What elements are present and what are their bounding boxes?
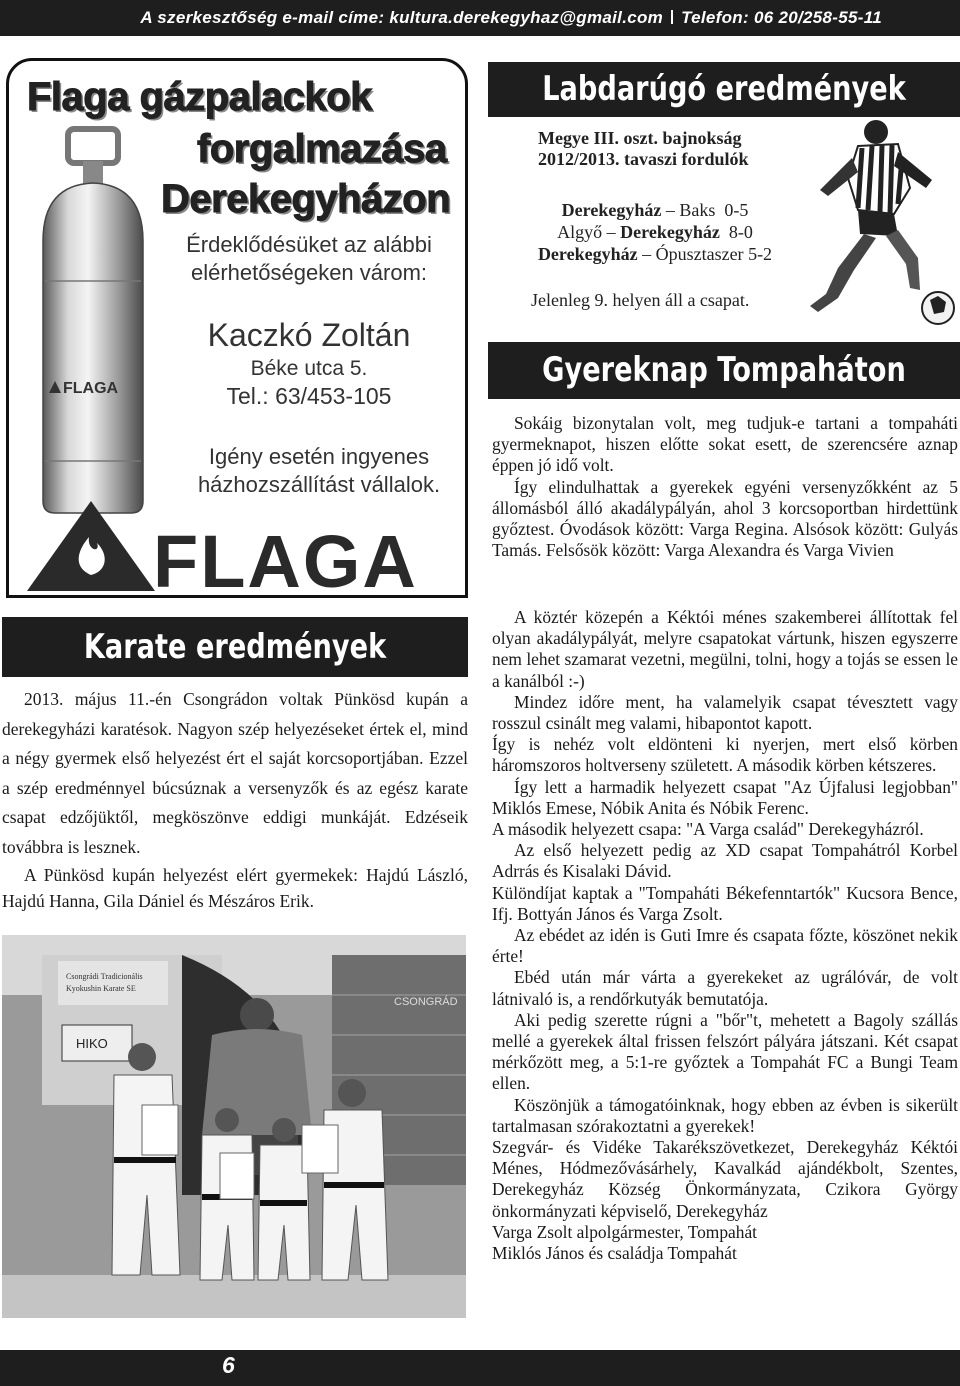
football-heading-bar xyxy=(488,62,960,117)
football-league-line2: 2012/2013. tavaszi fordulók xyxy=(538,149,749,169)
article-paragraph: Ebéd után már várta a gyerekeket az ugrálóvár, de volt látnivaló is, a rendőrkutyák bemutatója. xyxy=(492,967,958,1009)
flaga-advertisement xyxy=(6,58,468,598)
ad-address: Béke utca 5. xyxy=(250,357,368,380)
football-league-line1: Megye III. oszt. bajnokság xyxy=(538,128,742,148)
article-paragraph: Köszönjük a támogatóinknak, hogy ebben az évben is sikerült tartalmasan szórakoztatni a gyerekek! xyxy=(492,1094,958,1136)
football-standing: Jelenleg 9. helyen áll a csapat. xyxy=(531,290,750,310)
ad-interest-text xyxy=(159,231,459,287)
football-result-row: Algyő – Derekegyház 8-0 xyxy=(557,222,753,242)
ad-interest-line1: Érdeklődésüket az alábbi xyxy=(186,232,432,257)
article-paragraph: Így lett a harmadik helyezett csapat "Az Újfalusi legjobban" Miklós Emese, Nóbik Anita és Nóbik Ferenc. xyxy=(492,776,958,818)
result-score: 8-0 xyxy=(728,222,753,242)
result-score: 0-5 xyxy=(724,200,749,220)
flaga-logo-text: FLAGA xyxy=(153,520,418,599)
karate-photo-illustration xyxy=(2,935,466,1318)
result-home-team: Algyő xyxy=(557,222,603,242)
karate-heading-bar xyxy=(2,617,468,677)
ad-title-line2: forgalmazása xyxy=(197,127,447,171)
sponsor-list: Szegvár- és Vidéke Takarékszövetkezet, Derekegyház Kéktói Ménes, Hódmezővásárhely, Kavalkád ajándékbolt, Szentes, Derekegyház Község Önkormányzata, Czikora György önkormányzati képviselő, Derekegyház xyxy=(492,1137,958,1221)
football-result-row: Derekegyház – Baks 0-5 xyxy=(561,200,749,220)
header-email: A szerkesztőség e-mail címe: kultura.derekegyhaz@gmail.com xyxy=(140,8,664,27)
footer-bar xyxy=(0,1350,960,1386)
gyereknap-heading: Gyereknap Tompaháton xyxy=(542,350,906,390)
gyereknap-article-continued xyxy=(492,607,958,1264)
flaga-logo xyxy=(17,493,463,598)
gyereknap-article xyxy=(492,413,958,561)
article-paragraph: Az első helyezett pedig az XD csapat Tompahátról Korbel Adrrás és Kisalaki Dávid. xyxy=(492,840,958,882)
result-away-team: Baks xyxy=(679,200,716,220)
ad-delivery-text xyxy=(159,443,468,499)
sponsor-list: Miklós János és családja Tompahát xyxy=(492,1243,737,1264)
gas-cylinder-image xyxy=(23,121,163,521)
ad-delivery-line1: Igény esetén ingyenes xyxy=(208,444,430,469)
gyereknap-paragraph-2: Így elindulhattak a gyerekek egyéni versenyzőkként az 5 állomásból álló akadálypályán, ahol 3 korcsoportban hirdettünk győztest. Óvodások között: Varga Regina. Alsósok között: Gulyás Tamás. Felsősök között: Varga Alexandra és Varga Vivien xyxy=(492,476,958,561)
article-paragraph: Aki pedig szerette rúgni a "bőr"t, mehetett a Bagoly szállás mellé a gyerekek által frissen felszórt pályára játszani. Két csapat mérkőzött meg, a 5:1-re győztek a Tompahát FC a Bungi Team ellen. xyxy=(492,1009,958,1094)
karate-heading: Karate eredmények xyxy=(83,627,387,667)
article-paragraph: Különdíjat kaptak a "Tompaháti Békefenntartók" Kucsora Bence, Ifj. Bottyán János és Varga Zsolt. xyxy=(492,882,958,924)
gyereknap-paragraph-1: Sokáig bizonytalan volt, meg tudjuk-e tartani a tompaháti gyermeknapot, hiszen előtte sokat esett, de szerencsére aznap éppen jó idő volt. xyxy=(492,413,958,476)
result-away-team: Ópusztaszer xyxy=(655,244,744,264)
header-phone: Telefon: 06 20/258-55-11 xyxy=(681,8,882,27)
photo-banner-left-line1: Csongrádi Tradicionális xyxy=(66,972,143,981)
football-heading: Labdarúgó eredmények xyxy=(542,69,906,109)
article-paragraph: Mindez időre ment, ha valamelyik csapat tévesztett vagy rosszul csinált meg valami, hibapontot kapott. xyxy=(492,691,958,734)
ad-delivery-line2: házhozszállítást vállalok. xyxy=(197,472,441,497)
photo-banner-right: CSONGRÁD xyxy=(394,996,458,1008)
ad-title-line3: Derekegyházon xyxy=(161,177,451,221)
result-score: 5-2 xyxy=(748,244,773,264)
photo-sign-hiko: HIKO xyxy=(76,1036,108,1051)
page-number: 6 xyxy=(222,1352,235,1378)
result-away-team: Derekegyház xyxy=(620,222,720,242)
football-result-row: Derekegyház – Ópusztaszer 5-2 xyxy=(537,244,773,264)
football-results-list xyxy=(510,199,800,265)
karate-article xyxy=(2,685,468,914)
karate-team-photo xyxy=(2,935,466,1318)
gyereknap-heading-bar xyxy=(488,342,960,399)
article-paragraph: A második helyezett csapa: "A Varga család" Derekegyházról. xyxy=(492,819,924,840)
photo-banner-left-line2: Kyokushin Karate SE xyxy=(66,984,136,993)
football-league-info xyxy=(538,128,749,170)
ad-title-line1: Flaga gázpalackok xyxy=(27,75,372,119)
article-paragraph: Az ebédet az idén is Guti Imre és csapata főzte, köszönet nekik érte! xyxy=(492,925,958,967)
cylinder-brand-label: FLAGA xyxy=(63,380,119,397)
football-player-image xyxy=(798,118,960,328)
header-separator xyxy=(671,10,673,24)
article-paragraph: A köztér közepén a Kéktói ménes szakemberei állítottak fel olyan akadálypályát, melyre csapatokat vártunk, hiszen egyszerre nem lehet szamarat vezetni, megülni, tolni, hogy a tojás se essen le a kanálból :-) xyxy=(492,607,958,691)
sponsor-list: Varga Zsolt alpolgármester, Tompahát xyxy=(492,1221,757,1242)
karate-paragraph-1: 2013. május 11.-én Csongrádon voltak Pünkösd kupán a derekegyházi karatésok. Nagyon szép helyezéseket értek el, mind a négy gyermek első helyezést ért el saját korcsoportjában. Ezzel a szép eredménnyel búcsúznak a versenyzők és az egész karate csapat edzőjüktől, megköszönve eddigi munkáját. Edzéseik továbbra is lesznek. xyxy=(2,689,468,857)
result-home-team: Derekegyház xyxy=(537,244,638,264)
result-home-team: Derekegyház xyxy=(561,200,662,220)
header-bar xyxy=(0,0,960,36)
ad-contact-name: Kaczkó Zoltán xyxy=(207,317,411,353)
ad-interest-line2: elérhetőségeken várom: xyxy=(190,260,428,285)
article-paragraph: Így is nehéz volt eldönteni ki nyerjen, mert első körben háromszoros holtverseny született. A második körben kétszeres. xyxy=(492,734,958,776)
karate-paragraph-2: A Pünkösd kupán helyezést elért gyermekek: Hajdú László, Hajdú Hanna, Gila Dániel és Mészáros Erik. xyxy=(2,865,468,911)
ad-phone: Tel.: 63/453-105 xyxy=(226,383,392,409)
